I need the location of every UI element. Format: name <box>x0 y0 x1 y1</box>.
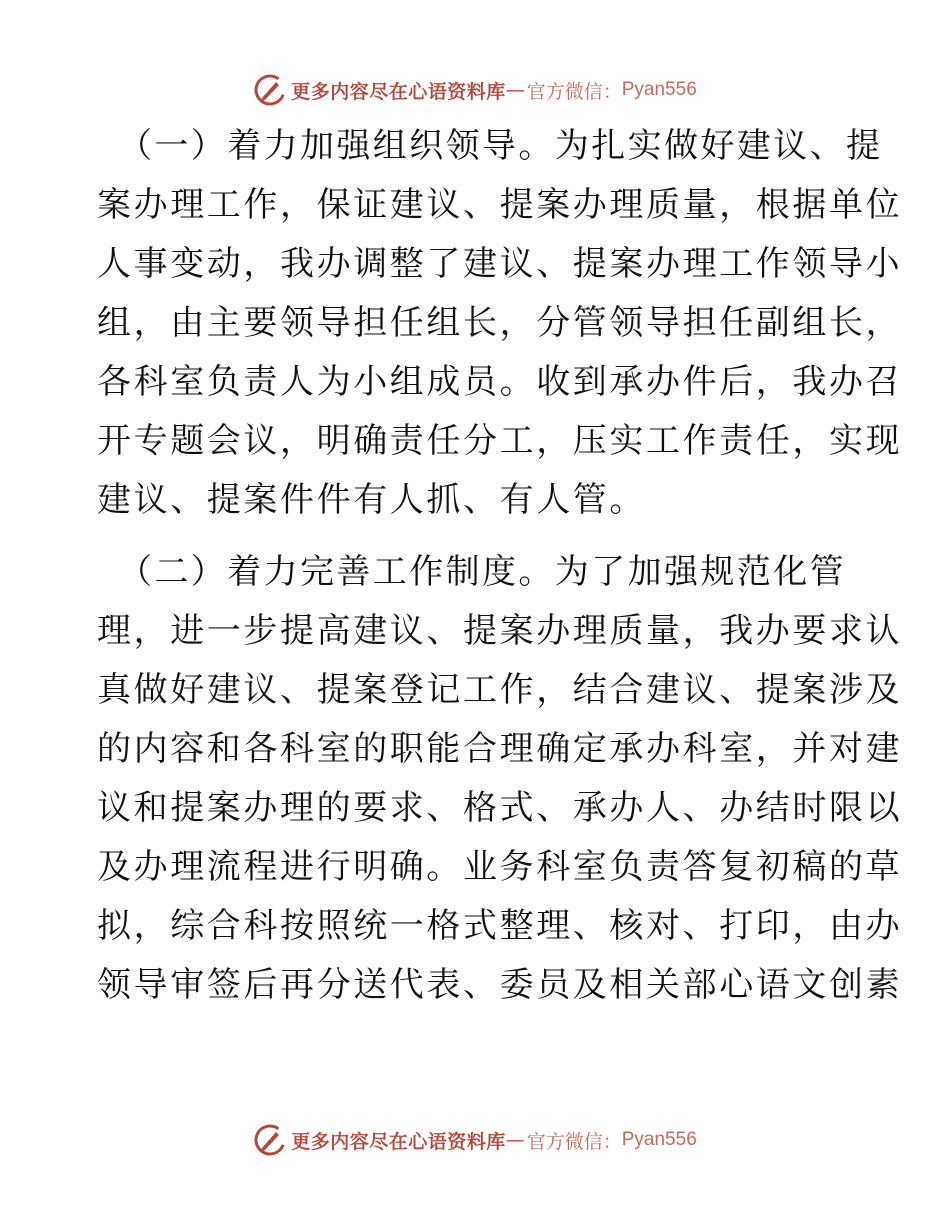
text-line: 领导审签后再分送代表、委员及相关部心语文创素 <box>97 965 903 1005</box>
banner-wechat-id: Pyan556 <box>621 79 697 100</box>
banner-separator: — <box>505 79 525 101</box>
banner-text: 更多内容尽在心语资料库 <box>291 1130 506 1153</box>
banner-wechat-id: Pyan556 <box>621 1129 697 1150</box>
quill-pen-logo-icon <box>253 73 287 107</box>
banner-text: 更多内容尽在心语资料库 <box>291 80 506 103</box>
footer-watermark-banner <box>0 1122 950 1158</box>
header-watermark-banner <box>0 72 950 108</box>
text-line: 人事变动，我办调整了建议、提案办理工作领导小 <box>97 244 903 284</box>
text-line: 理，进一步提高建议、提案办理质量，我办要求认 <box>97 611 903 651</box>
text-line: （一）着力加强组织领导。为扎实做好建议、提 <box>118 126 883 166</box>
text-line: 案办理工作，保证建议、提案办理质量，根据单位 <box>97 185 903 225</box>
text-line: 各科室负责人为小组成员。收到承办件后，我办召 <box>97 362 903 402</box>
text-line: 开专题会议，明确责任分工，压实工作责任，实现 <box>97 421 903 461</box>
text-line: 组，由主要领导担任组长，分管领导担任副组长， <box>97 303 903 343</box>
banner-wechat-label: 官方微信： <box>526 80 622 103</box>
banner-wechat-label: 官方微信： <box>526 1130 622 1153</box>
text-line: （二）着力完善工作制度。为了加强规范化管 <box>118 552 846 592</box>
quill-pen-logo-icon <box>253 1123 287 1157</box>
text-line: 议和提案办理的要求、格式、承办人、办结时限以 <box>97 788 903 828</box>
text-line: 及办理流程进行明确。业务科室负责答复初稿的草 <box>97 847 903 887</box>
text-line: 真做好建议、提案登记工作，结合建议、提案涉及 <box>97 670 903 710</box>
text-line: 拟，综合科按照统一格式整理、核对、打印，由办 <box>97 906 903 946</box>
text-line: 建议、提案件件有人抓、有人管。 <box>97 480 646 520</box>
banner-separator: — <box>505 1129 525 1151</box>
text-line: 的内容和各科室的职能合理确定承办科室，并对建 <box>97 729 903 769</box>
